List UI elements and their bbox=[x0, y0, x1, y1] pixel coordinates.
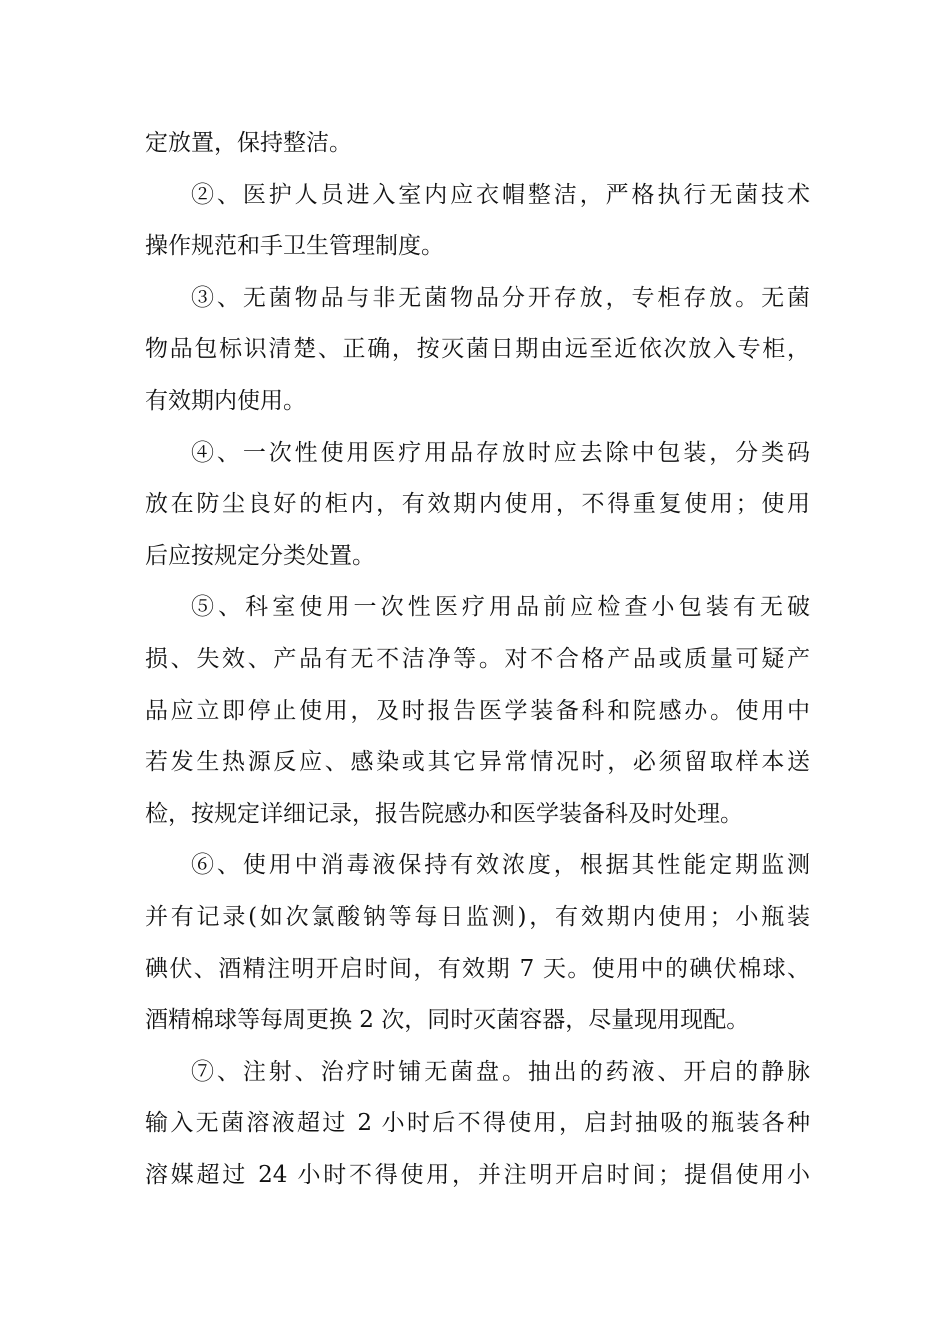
text-line: 检，按规定详细记录，报告院感办和医学装备科及时处理。 bbox=[145, 800, 743, 827]
text-line: ④、一次性使用医疗用品存放时应去除中包装，分类码 bbox=[191, 439, 810, 466]
text-line: 操作规范和手卫生管理制度。 bbox=[145, 233, 444, 260]
text-line: 品应立即停止使用，及时报告医学装备科和院感办。使用中 bbox=[145, 697, 810, 724]
document-body bbox=[145, 118, 810, 1201]
text-line: 定放置，保持整洁。 bbox=[145, 130, 352, 156]
text-line: ⑤、科室使用一次性医疗用品前应检查小包装有无破 bbox=[191, 594, 810, 621]
text-line: 碘伏、酒精注明开启时间，有效期 7 天。使用中的碘伏棉球、 bbox=[145, 955, 810, 982]
text-line: 输入无菌溶液超过 2 小时后不得使用，启封抽吸的瓶装各种 bbox=[145, 1110, 810, 1137]
text-line: ③、无菌物品与非无菌物品分开存放，专柜存放。无菌 bbox=[191, 284, 810, 311]
text-line: 若发生热源反应、感染或其它异常情况时，必须留取样本送 bbox=[145, 749, 810, 776]
text-line: 溶媒超过 24 小时不得使用，并注明开启时间；提倡使用小 bbox=[145, 1161, 810, 1188]
text-line: 有效期内使用。 bbox=[145, 387, 306, 414]
text-line: 并有记录(如次氯酸钠等每日监测)，有效期内使用；小瓶装 bbox=[145, 903, 810, 930]
text-line: 后应按规定分类处置。 bbox=[145, 542, 375, 569]
text-line: 放在防尘良好的柜内，有效期内使用，不得重复使用；使用 bbox=[145, 491, 810, 518]
text-line: 物品包标识清楚、正确，按灭菌日期由远至近依次放入专柜， bbox=[145, 336, 810, 363]
text-line: ⑦、注射、治疗时铺无菌盘。抽出的药液、开启的静脉 bbox=[191, 1058, 810, 1085]
text-line: ②、医护人员进入室内应衣帽整洁，严格执行无菌技术 bbox=[191, 181, 810, 208]
text-line: ⑥、使用中消毒液保持有效浓度，根据其性能定期监测 bbox=[191, 852, 810, 879]
text-line: 酒精棉球等每周更换 2 次，同时灭菌容器，尽量现用现配。 bbox=[145, 1007, 750, 1034]
text-line: 损、失效、产品有无不洁净等。对不合格产品或质量可疑产 bbox=[145, 645, 810, 672]
